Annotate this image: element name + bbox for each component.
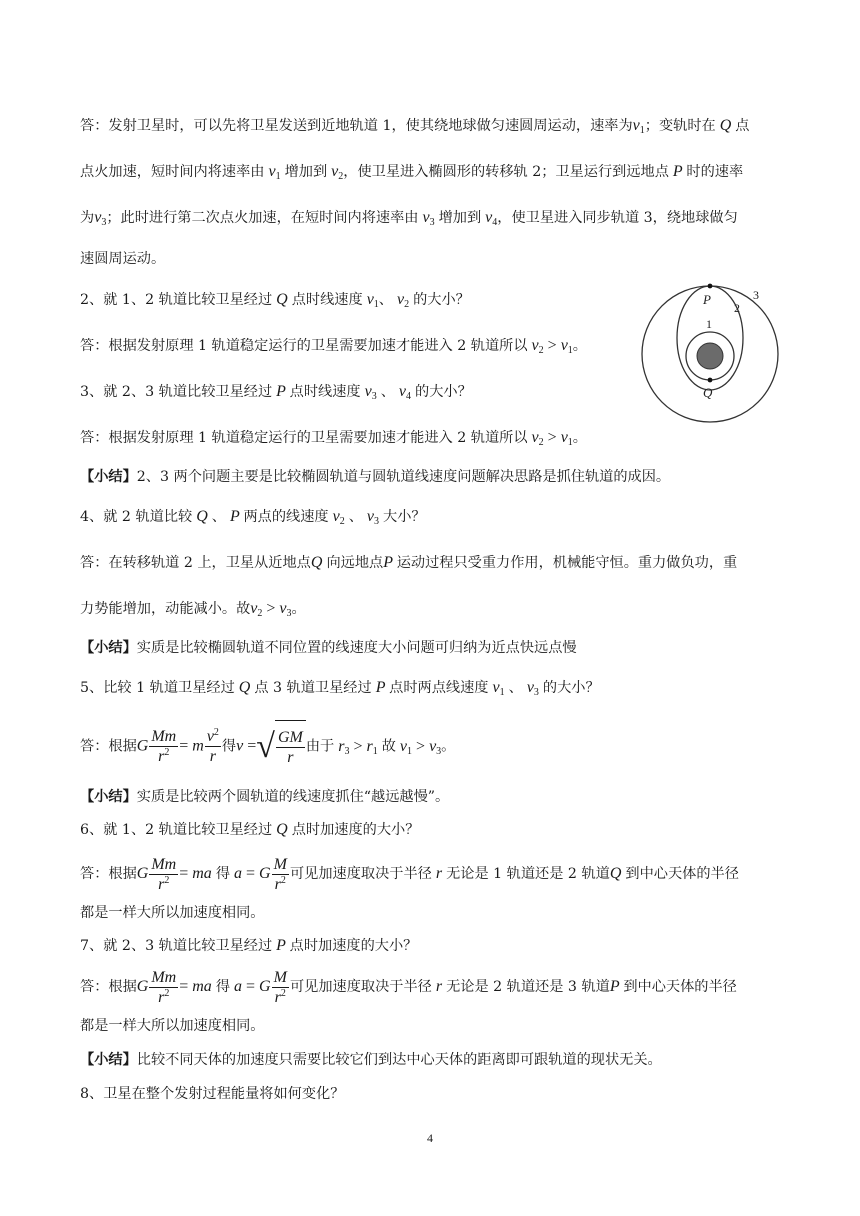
text: 5、比较 1 轨道卫星经过 xyxy=(80,680,235,696)
answer-4-line-1: 答：在转移轨道 2 上，卫星从近地点Q 向远地点P 运动过程只受重力作用，机械能守恒。重力做负功，重 xyxy=(80,554,738,571)
text: 的大小？ xyxy=(413,292,470,308)
answer-7-line-2: 都是一样大所以加速度相同。 xyxy=(80,1018,265,1034)
text: 无论是 2 轨道还是 3 轨道 xyxy=(446,979,610,995)
question-5: 5、比较 1 轨道卫星经过 Q 点 3 轨道卫星经过 P 点时两点线速度 $v_1$ 、 $v_3$ 的大小？ xyxy=(80,679,600,698)
text: 、 xyxy=(211,509,226,525)
text: 可见加速度取决于半径 xyxy=(289,979,432,995)
text: 的大小？ xyxy=(415,384,472,400)
question-8: 8、卫星在整个发射过程能量将如何变化？ xyxy=(80,1086,345,1102)
text: 得 xyxy=(215,979,231,995)
label-2: 2 xyxy=(734,301,740,315)
page-number: 4 xyxy=(427,1131,433,1145)
text: 到中心天体的半径 xyxy=(623,979,737,995)
answer-3: 答：根据发射原理 1 轨道稳定运行的卫星需要加速才能进入 2 轨道所以 $v_2 > v_1$。 xyxy=(80,429,587,448)
summary-1 xyxy=(80,468,780,486)
summary-4 xyxy=(80,1051,780,1069)
question-3: 3、就 2、3 轨道比较卫星经过 P 点时线速度 $v_3$ 、 $v_4$ 的大小？ xyxy=(80,383,472,402)
fraction: $\frac{M}{r^2}$ xyxy=(273,855,287,893)
question-4: 4、就 2 轨道比较 Q 、 P 两点的线速度 $v_2$ 、 $v_3$ 大小？ xyxy=(80,508,426,527)
text: 到中心天体的半径 xyxy=(625,866,739,882)
text: 的大小？ xyxy=(542,680,600,696)
text: 3、就 2、3 轨道比较卫星经过 xyxy=(80,384,273,400)
text: 实质是比较椭圆轨道不同位置的线速度大小问题可归纳为近点快远点慢 xyxy=(136,640,577,656)
answer-6: 答：根据G $\frac{Mm}{r^2}$ = ma 得 a = G $\frac{M}{r^2}$ 可见加速度取决于半径 r 无论是 1 轨道还是 2 轨道Q 到中心天体的半径 xyxy=(80,855,739,893)
fraction: $\frac{Mm}{r^2}$ xyxy=(151,728,177,765)
text: 点时线速度 xyxy=(291,292,363,308)
question-6: 6、就 1、2 轨道比较卫星经过 Q 点时加速度的大小？ xyxy=(80,821,420,838)
text: 增加到 xyxy=(284,164,328,180)
text: 可见加速度取决于半径 xyxy=(289,866,432,882)
text: 点时线速度 xyxy=(289,384,361,400)
fraction: $\frac{v^2}{r}$ xyxy=(206,727,219,765)
text: 、 xyxy=(378,292,393,308)
text: 得 xyxy=(221,738,237,755)
text: 、 xyxy=(380,384,395,400)
text: 答：根据 xyxy=(80,979,137,995)
text: ；此时进行第二次点火加速，在短时间内将速率由 xyxy=(106,210,419,226)
text: 大小？ xyxy=(383,509,426,525)
summary-bracket: 【小结】 xyxy=(80,640,137,656)
text: ，使卫星进入同步轨道 3，绕地球做匀 xyxy=(497,210,738,226)
point-q-dot xyxy=(708,378,713,383)
fraction: $\frac{Mm}{r^2}$ xyxy=(151,968,177,1006)
earth xyxy=(697,343,723,369)
fraction: $\frac{M}{r^2}$ xyxy=(273,968,287,1006)
question-2: 2、就 1、2 轨道比较卫星经过 Q 点时线速度 $v_1$、 $v_2$ 的大小？ xyxy=(80,291,470,310)
answer-4-line-2: 力势能增加，动能减小。故$v_2 > v_3$。 xyxy=(80,600,306,619)
answer-2: 答：根据发射原理 1 轨道稳定运行的卫星需要加速才能进入 2 轨道所以 $v_2 > v_1$。 xyxy=(80,337,587,356)
text: 2、就 1、2 轨道比较卫星经过 xyxy=(80,292,273,308)
text: 得 xyxy=(215,866,231,882)
text: 点 3 轨道卫星经过 xyxy=(254,680,372,696)
text: 无论是 1 轨道还是 2 轨道 xyxy=(446,866,610,882)
label-3: 3 xyxy=(753,288,759,302)
text: 答：根据 xyxy=(80,738,137,755)
summary-bracket: 【小结】 xyxy=(80,789,137,805)
summary-bracket: 【小结】 xyxy=(80,469,137,485)
text: 为 xyxy=(80,210,95,226)
text: ，使卫星进入椭圆形的转移轨 2；卫星运行到远地点 xyxy=(343,164,669,180)
text: 点火加速，短时间内将速率由 xyxy=(80,164,265,180)
text: 比较不同天体的加速度只需要比较它们到达中心天体的距离即可跟轨道的现状无关。 xyxy=(136,1052,662,1068)
answer-7: 答：根据G $\frac{Mm}{r^2}$ = ma 得 a = G $\frac{M}{r^2}$ 可见加速度取决于半径 r 无论是 2 轨道还是 3 轨道P 到中心天体的半径 xyxy=(80,968,737,1006)
text: 答：在转移轨道 2 上，卫星从近地点 xyxy=(80,555,311,571)
answer-launch-line-1: 答：发射卫星时，可以先将卫星发送到近地轨道 1，使其绕地球做匀速圆周运动，速率为$v_1$；变轨时在 Q 点 xyxy=(80,117,750,136)
text: 答：发射卫星时，可以先将卫星发送到近地轨道 1，使其绕地球做匀速圆周运动，速率为 xyxy=(80,118,633,134)
label-q: Q xyxy=(703,385,713,400)
text: 4、就 2 轨道比较 xyxy=(80,509,193,525)
text: 实质是比较两个圆轨道的线速度抓住“越远越慢”。 xyxy=(136,789,450,805)
text: 点时加速度的大小？ xyxy=(289,938,418,954)
text: 点时加速度的大小？ xyxy=(291,822,420,838)
text: 故 xyxy=(381,738,396,755)
answer-launch-line-2: 点火加速，短时间内将速率由 $v_1$ 增加到 $v_2$，使卫星进入椭圆形的转移轨 2；卫星运行到远地点 P 时的速率 xyxy=(80,163,744,182)
label-p: P xyxy=(703,292,711,307)
text: 答：根据发射原理 1 轨道稳定运行的卫星需要加速才能进入 2 轨道所以 xyxy=(80,430,528,446)
answer-6-line-2: 都是一样大所以加速度相同。 xyxy=(80,905,265,921)
summary-2 xyxy=(80,639,780,657)
sqrt: √ $\frac{GM}{r}$ xyxy=(256,720,306,773)
text: 点 xyxy=(735,118,750,134)
text: 点时两点线速度 xyxy=(389,680,489,696)
answer-5: 答：根据G $\frac{Mm}{r^2}$ = m $\frac{v^2}{r}$ 得v =√ $\frac{GM}{r}$ 由于 $r_3 > r_1$ 故 $v_1 > v_3$。 xyxy=(80,720,780,772)
text: 6、就 1、2 轨道比较卫星经过 xyxy=(80,822,273,838)
label-1: 1 xyxy=(706,317,712,331)
fraction: $\frac{Mm}{r^2}$ xyxy=(151,855,177,893)
text: 力势能增加，动能减小。故 xyxy=(80,601,251,617)
text: 增加到 xyxy=(438,210,482,226)
text: 由于 xyxy=(305,738,335,755)
text: 答：根据 xyxy=(80,866,137,882)
answer-launch-line-3: 为$v_3$；此时进行第二次点火加速，在短时间内将速率由 $v_3$ 增加到 $v_4$，使卫星进入同步轨道 3，绕地球做匀 xyxy=(80,209,738,228)
text: 、 xyxy=(348,509,363,525)
text: 向远地点 xyxy=(326,555,384,571)
orbit-diagram xyxy=(640,282,780,424)
summary-bracket: 【小结】 xyxy=(80,1052,137,1068)
text: 2、3 两个问题主要是比较椭圆轨道与圆轨道线速度问题解决思路是抓住轨道的成因。 xyxy=(136,469,671,485)
text: 两点的线速度 xyxy=(243,509,329,525)
text: 时的速率 xyxy=(686,164,744,180)
text: 。 xyxy=(441,738,456,755)
summary-3 xyxy=(80,788,780,806)
text: ；变轨时在 xyxy=(644,118,716,134)
text: 运动过程只受重力作用，机械能守恒。重力做负功，重 xyxy=(396,555,738,571)
text: 。 xyxy=(291,601,306,617)
text: 、 xyxy=(508,680,523,696)
text: 7、就 2、3 轨道比较卫星经过 xyxy=(80,938,273,954)
answer-launch-line-4: 速圆周运动。 xyxy=(80,251,166,267)
text: 答：根据发射原理 1 轨道稳定运行的卫星需要加速才能进入 2 轨道所以 xyxy=(80,338,528,354)
point-p-dot xyxy=(708,284,713,289)
question-7: 7、就 2、3 轨道比较卫星经过 P 点时加速度的大小？ xyxy=(80,937,418,954)
